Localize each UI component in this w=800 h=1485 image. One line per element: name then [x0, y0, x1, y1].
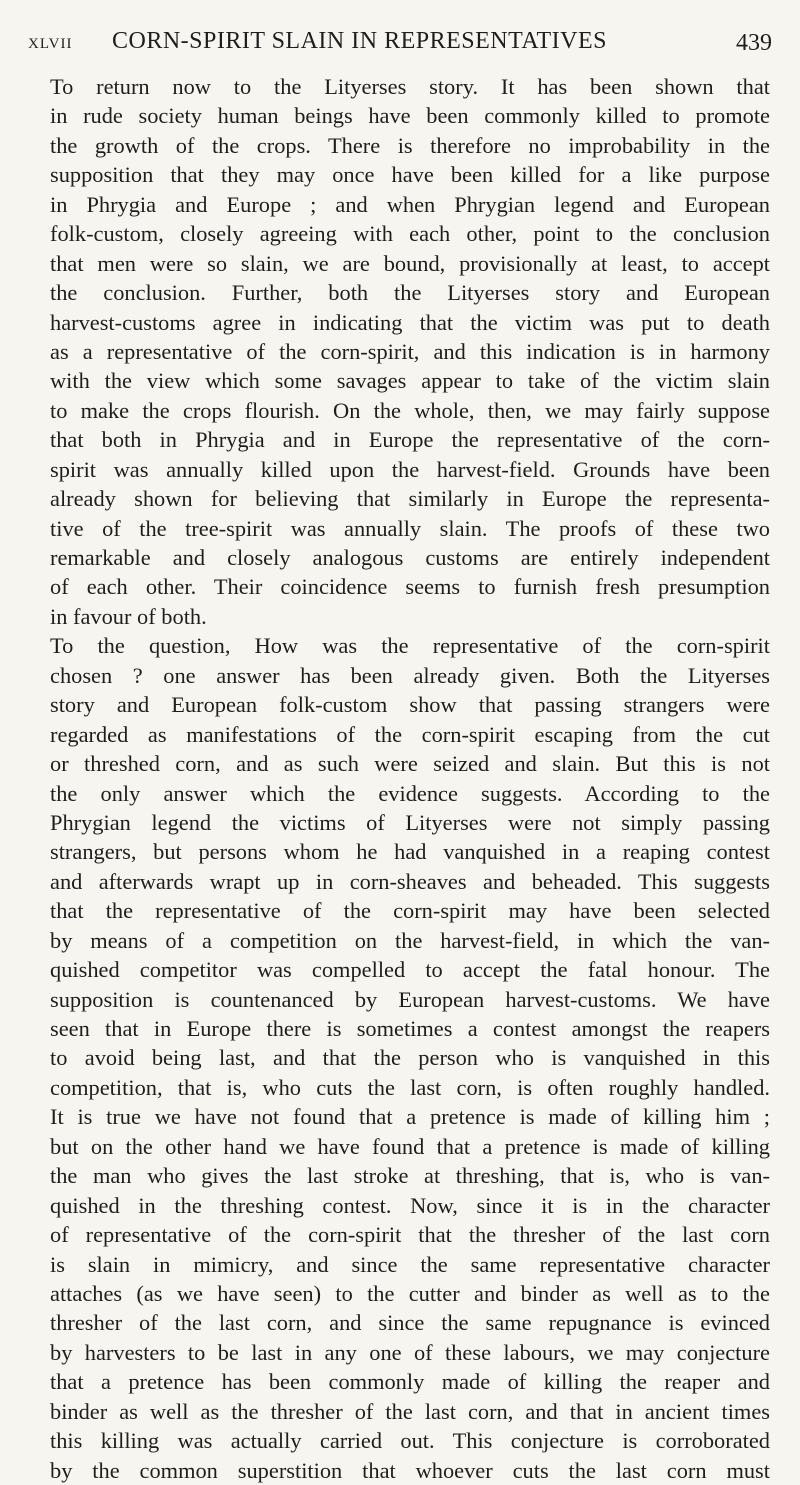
text-line: in Phrygia and Europe ; and when Phrygian legend and European — [50, 191, 770, 217]
text-line: folk-custom, closely agreeing with each other, point to the conclusion — [50, 221, 770, 247]
text-line: remarkable and closely analogous customs are entirely independent — [50, 545, 770, 570]
text-line: the only answer which the evidence suggests. According to the — [50, 780, 770, 806]
text-line: story and European folk-custom show that passing strangers were — [50, 692, 770, 718]
text-line: in rude society human beings have been commonly killed to promote — [50, 103, 770, 129]
text-line: supposition is countenanced by European harvest-customs. We have — [50, 986, 770, 1012]
text-line: supposition that they may once have been killed for a like purpose — [50, 162, 770, 188]
text-line: but on the other hand we have found that a pretence is made of killing — [50, 1133, 770, 1159]
text-line: strangers, but persons whom he had vanquished in a reaping contest — [50, 839, 770, 865]
text-line: spirit was annually killed upon the harvest-field. Grounds have been — [50, 456, 770, 482]
text-line: the conclusion. Further, both the Lityerses story and European — [50, 280, 770, 306]
text-line: or threshed corn, and as such were seized and slain. But this is not — [50, 751, 770, 777]
running-title: CORN-SPIRIT SLAIN IN REPRESENTATIVES — [112, 28, 607, 54]
text-line: thresher of the last corn, and since the same repugnance is evinced — [50, 1310, 770, 1336]
text-line: that a pretence has been commonly made of killing the reaper and — [50, 1369, 770, 1395]
text-line: as a representative of the corn-spirit, and this indication is in harmony — [50, 338, 770, 364]
text-line: tive of the tree-spirit was annually slain. The proofs of these two — [50, 515, 770, 541]
text-line: in favour of both. — [50, 603, 207, 629]
text-line: attaches (as we have seen) to the cutter and binder as well as to the — [50, 1280, 770, 1306]
text-line: seen that in Europe there is sometimes a contest amongst the reapers — [50, 1016, 770, 1041]
text-line: It is true we have not found that a pretence is made of killing him ; — [50, 1104, 770, 1130]
text-line: to make the crops flourish. On the whole, then, we may fairly suppose — [50, 397, 770, 423]
text-line: the man who gives the last stroke at threshing, that is, who is van- — [50, 1163, 770, 1189]
text-line: is slain in mimicry, and since the same representative character — [50, 1251, 770, 1277]
text-line: quished competitor was compelled to accept the fatal honour. The — [50, 957, 770, 983]
chapter-number: XLVII — [28, 36, 73, 52]
text-line: that men were so slain, we are bound, provisionally at least, to accept — [50, 250, 770, 276]
text-line: the growth of the crops. There is therefore no improbability in the — [50, 132, 770, 158]
text-line: already shown for believing that similarly in Europe the representa- — [50, 486, 770, 512]
text-line: that the representative of the corn-spirit may have been selected — [50, 898, 770, 924]
text-line: by the common superstition that whoever cuts the last corn must — [50, 1457, 770, 1483]
text-line: of each other. Their coincidence seems to furnish fresh presumption — [50, 574, 770, 600]
text-line: binder as well as the thresher of the last corn, and that in ancient times — [50, 1398, 770, 1424]
text-line: harvest-customs agree in indicating that the victim was put to death — [50, 309, 770, 335]
text-line: To return now to the Lityerses story. It has been shown that — [50, 74, 770, 99]
page-number: 439 — [736, 30, 772, 56]
text-line: Phrygian legend the victims of Lityerses were not simply passing — [50, 809, 770, 835]
body-text — [50, 72, 770, 1485]
text-line: of representative of the corn-spirit that the thresher of the last corn — [50, 1222, 770, 1248]
text-line: regarded as manifestations of the corn-spirit escaping from the cut — [50, 721, 770, 747]
text-line: quished in the threshing contest. Now, since it is in the character — [50, 1192, 770, 1218]
text-line: that both in Phrygia and in Europe the representative of the corn- — [50, 427, 770, 453]
text-line: competition, that is, who cuts the last corn, is often roughly handled. — [50, 1074, 770, 1100]
text-line: with the view which some savages appear to take of the victim slain — [50, 368, 770, 394]
text-line: chosen ? one answer has been already given. Both the Lityerses — [50, 662, 770, 688]
text-line: to avoid being last, and that the person who is vanquished in this — [50, 1045, 770, 1071]
text-line: by means of a competition on the harvest-field, in which the van- — [50, 927, 770, 953]
running-head — [28, 28, 772, 62]
text-line: and afterwards wrapt up in corn-sheaves and beheaded. This suggests — [50, 868, 770, 894]
text-line: this killing was actually carried out. This conjecture is corroborated — [50, 1428, 770, 1454]
text-line: To the question, How was the representative of the corn-spirit — [50, 633, 770, 659]
text-line: by harvesters to be last in any one of these labours, we may conjecture — [50, 1339, 770, 1365]
